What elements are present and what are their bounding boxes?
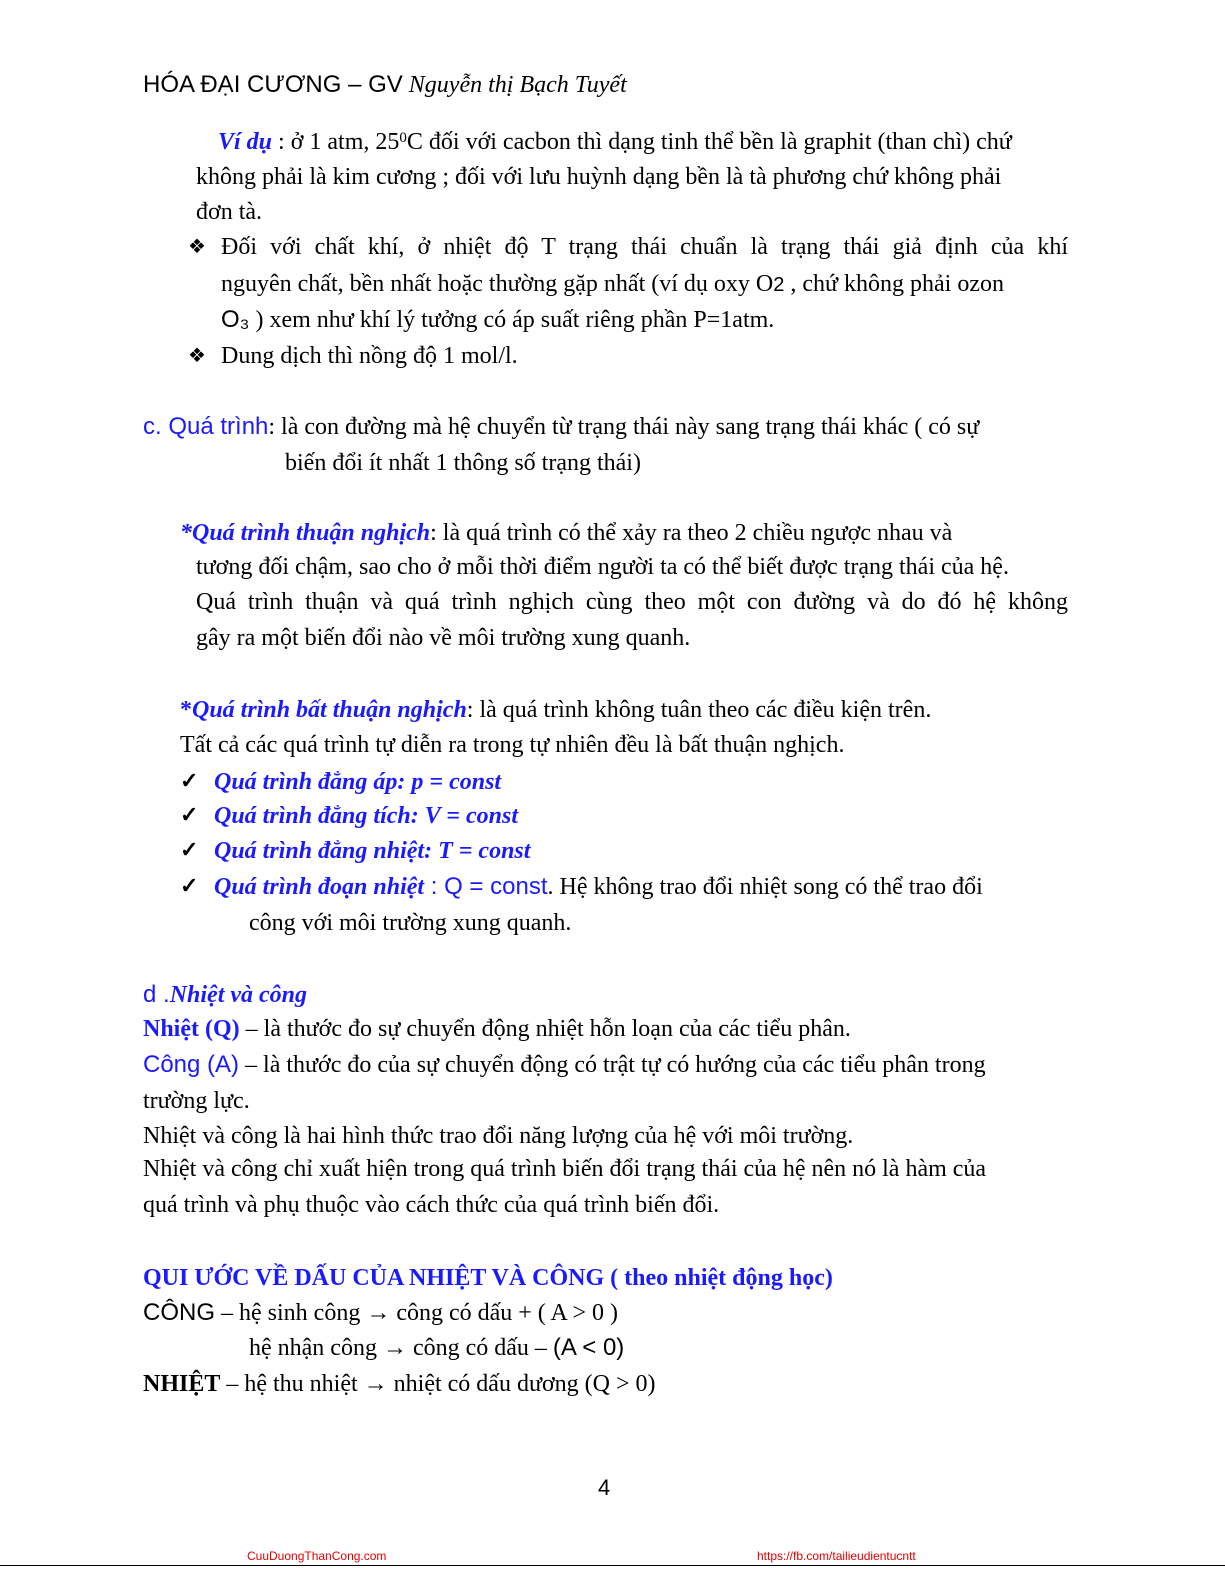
footer-right-link[interactable]: https://fb.com/tailieudientucntt [757,1549,916,1563]
checkmark-icon: ✓ [180,837,199,862]
process-isothermal: Quá trình đẳng nhiệt: T = const [214,838,531,864]
irreversible-line-2: Tất cả các quá trình tự diễn ra trong tự nhiên đều là bất thuận nghịch. [180,732,845,758]
page-number: 4 [598,1475,611,1500]
heat-definition: Nhiệt (Q) – là thước đo sự chuyển động nhiệt hỗn loạn của các tiểu phân. [143,1016,851,1042]
irreversible-line-1: *Quá trình bất thuận nghịch: là quá trình không tuân theo các điều kiện trên. [180,697,932,723]
checkmark-icon: ✓ [180,873,199,898]
section-c-line-1: c. Quá trình: là con đường mà hệ chuyển từ trạng thái này sang trạng thái khác ( có sự [143,413,980,440]
reversible-label: *Quá trình thuận nghịch [180,520,431,546]
sign-rules-title: QUI ƯỚC VỀ DẤU CỦA NHIỆT VÀ CÔNG ( theo nhiệt động học) [143,1265,833,1291]
page-header [143,70,627,100]
heat-work-paragraph-2-line-2: quá trình và phụ thuộc vào cách thức của quá trình biến đổi. [143,1192,720,1218]
reversible-line-3: Quá trình thuận và quá trình nghịch cùng theo một con đường và do đó hệ không [196,589,1068,615]
author-name: Nguyễn thị Bạch Tuyết [408,72,627,98]
work-definition-line-1: Công (A) – là thước đo của sự chuyển động có trật tự có hướng của các tiểu phân trong [143,1051,986,1078]
footer-left-link[interactable]: CuuDuongThanCong.com [247,1549,387,1563]
example-line-1: Ví dụ : ở 1 atm, $25^0C$ đối với cacbon thì dạng tinh thể bền là graphit (than chì) chứ [218,129,1012,155]
section-c-line-2: biến đổi ít nhất 1 thông số trạng thái) [285,450,641,476]
gas-line-3: O₃ ) xem như khí lý tưởng có áp suất riêng phần P=1atm. [221,306,775,333]
sign-rules-heat-line: NHIỆT – hệ thu nhiệt → nhiệt có dấu dương (Q > 0) [143,1371,656,1397]
gas-line-2: nguyên chất, bền nhất hoặc thường gặp nhất (ví dụ oxy O2 , chứ không phải ozon [221,271,1004,297]
example-line-3: đơn tà. [196,199,263,225]
footer-divider [0,1565,1225,1566]
diamond-bullet-icon: ❖ [188,345,206,367]
section-c-label: c. Quá trình [143,413,269,440]
reversible-line-1: *Quá trình thuận nghịch: là quá trình có thể xảy ra theo 2 chiều ngược nhau và [180,520,953,546]
irreversible-label: Quá trình bất thuận nghịch [192,697,467,723]
sign-rules-work-line-2: hệ nhận công → công có dấu – (A < 0) [249,1334,625,1361]
process-adiabatic: Quá trình đoạn nhiệt : Q = const. Hệ không trao đổi nhiệt song có thể trao đổi [214,873,983,900]
heat-work-paragraph-1: Nhiệt và công là hai hình thức trao đổi năng lượng của hệ với môi trường. [143,1123,854,1149]
example-label: Ví dụ [218,129,273,155]
gas-line-1: Đối với chất khí, ở nhiệt độ T trạng thái chuẩn là trạng thái giả định của khí [221,234,1068,260]
reversible-line-2: tương đối chậm, sao cho ở mỗi thời điểm người ta có thể biết được trạng thái của hệ. [196,554,1009,580]
checkmark-icon: ✓ [180,768,199,793]
process-adiabatic-line-2: công với môi trường xung quanh. [249,910,572,936]
section-d-title: d .Nhiệt và công [143,981,308,1008]
solution-line: Dung dịch thì nồng độ 1 mol/l. [221,343,518,369]
heat-work-paragraph-2-line-1: Nhiệt và công chỉ xuất hiện trong quá trình biến đổi trạng thái của hệ nên nó là hàm của [143,1156,987,1182]
reversible-line-4: gây ra một biến đổi nào về môi trường xung quanh. [196,625,691,651]
checkmark-icon: ✓ [180,802,199,827]
sign-rules-work-line-1: CÔNG – hệ sinh công → công có dấu + ( A > 0 ) [143,1299,619,1326]
diamond-bullet-icon: ❖ [188,236,206,258]
example-line-2: không phải là kim cương ; đối với lưu huỳnh dạng bền là tà phương chứ không phải [196,164,1002,190]
work-definition-line-2: trường lực. [143,1088,250,1114]
process-isobaric: Quá trình đẳng áp: p = const [214,769,502,795]
process-isochoric: Quá trình đẳng tích: V = const [214,803,518,829]
course-title: HÓA ĐẠI CƯƠNG – GV [143,71,403,98]
